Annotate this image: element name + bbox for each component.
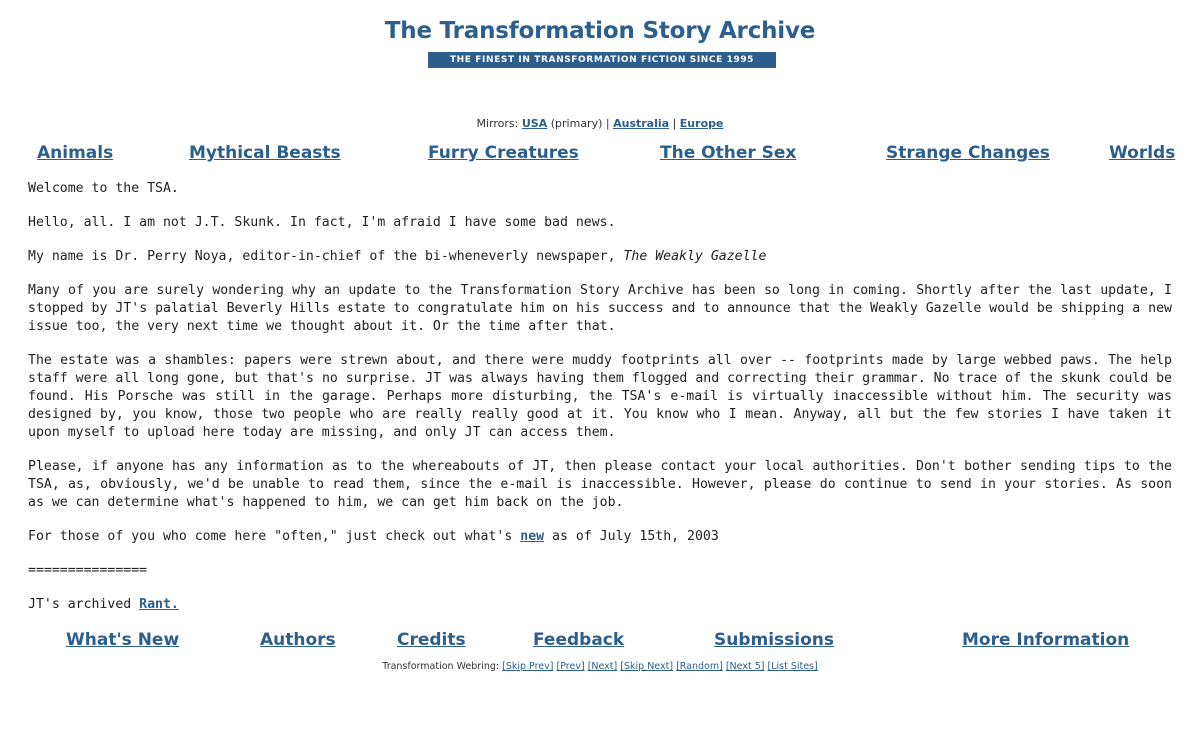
mirrors-label: Mirrors: — [476, 117, 519, 130]
webring-prev[interactable]: [Prev] — [556, 661, 585, 672]
intro-paragraph: Hello, all. I am not J.T. Skunk. In fact, I'm afraid I have some bad news. — [28, 215, 616, 230]
nav-strange-changes[interactable]: Strange Changes — [886, 143, 1050, 163]
webring-bar — [0, 661, 1200, 672]
welcome-paragraph: Welcome to the TSA. — [28, 181, 179, 196]
mirror-separator: | — [605, 117, 610, 130]
mirrors-bar — [0, 117, 1200, 130]
rant-text: JT's archived — [28, 597, 132, 612]
nav-worlds[interactable]: Worlds — [1109, 143, 1176, 163]
webring-list-sites[interactable]: [List Sites] — [767, 661, 818, 672]
webring-next[interactable]: [Next] — [587, 661, 618, 672]
webring-label: Transformation Webring: — [382, 661, 500, 672]
footer-feedback[interactable]: Feedback — [533, 630, 625, 650]
footer-credits[interactable]: Credits — [397, 630, 466, 650]
site-header — [0, 18, 1200, 65]
webring-next-5[interactable]: [Next 5] — [725, 661, 765, 672]
nav-animals[interactable]: Animals — [37, 143, 114, 163]
webring-random[interactable]: [Random] — [676, 661, 723, 672]
appeal-paragraph: Please, if anyone has any information as to the whereabouts of JT, then please contact your local authorities. Don't bother sending tips to the TSA, as, obviously, we'd be unable to read them, since the e-mail is inaccessible. However, please do continue to send in your stories. As soon as we can determine what's happened to him, we can get him back on the job. — [28, 459, 1172, 510]
editor-text: My name is Dr. Perry Noya, editor-in-chief of the bi-wheneverly newspaper, — [28, 249, 616, 264]
mirror-primary-note: (primary) — [550, 117, 603, 130]
footer-submissions[interactable]: Submissions — [714, 630, 835, 650]
main-content — [28, 180, 1172, 630]
divider-text: =============== — [28, 563, 148, 578]
update-paragraph: Many of you are surely wondering why an update to the Transformation Story Archive has been so long in coming. Shortly after the last update, I stopped by JT's palatial Beverly Hills estate to congratulate him on his success and to announce that the Weakly Gazelle would be shipping a new issue too, the very next time we thought about it. Or the time after that. — [28, 283, 1172, 334]
site-tagline: THE FINEST IN TRANSFORMATION FICTION SINCE 1995 — [428, 52, 776, 68]
nav-mythical-beasts[interactable]: Mythical Beasts — [189, 143, 341, 163]
site-title[interactable]: The Transformation Story Archive — [384, 18, 816, 44]
mirror-separator: | — [672, 117, 677, 130]
new-paragraph — [28, 528, 1172, 546]
webring-skip-next[interactable]: [Skip Next] — [620, 661, 674, 672]
whats-new-link[interactable]: new — [520, 529, 545, 544]
footer-whats-new[interactable]: What's New — [66, 630, 180, 650]
footer-authors[interactable]: Authors — [260, 630, 336, 650]
rant-paragraph — [28, 596, 1172, 614]
rant-link[interactable]: Rant. — [139, 597, 179, 612]
nav-furry-creatures[interactable]: Furry Creatures — [428, 143, 579, 163]
mirror-europe-link[interactable]: Europe — [679, 117, 724, 130]
newspaper-name: The Weakly Gazelle — [623, 249, 767, 264]
nav-the-other-sex[interactable]: The Other Sex — [660, 143, 797, 163]
editor-paragraph — [28, 248, 1172, 266]
estate-paragraph: The estate was a shambles: papers were strewn about, and there were muddy footprints all over -- footprints made by large webbed paws. The help staff were all long gone, but that's no surprise. JT was always having them flogged and correcting their grammar. No trace of the skunk could be found. His Porsche was still in the garage. Perhaps more disturbing, the TSA's e-mail is virtually inaccessible without him. The security was designed by, you know, those two people who are really really good at it. You know who I mean. Anyway, all but the few stories I have taken it upon myself to upload here today are missing, and only JT can access them. — [28, 353, 1172, 440]
new-text-before: For those of you who come here "often," just check out what's — [28, 529, 513, 544]
mirror-usa-link[interactable]: USA — [521, 117, 548, 130]
mirror-australia-link[interactable]: Australia — [613, 117, 670, 130]
footer-more-information[interactable]: More Information — [962, 630, 1130, 650]
new-text-after: as of July 15th, 2003 — [552, 529, 719, 544]
webring-skip-prev[interactable]: [Skip Prev] — [502, 661, 554, 672]
